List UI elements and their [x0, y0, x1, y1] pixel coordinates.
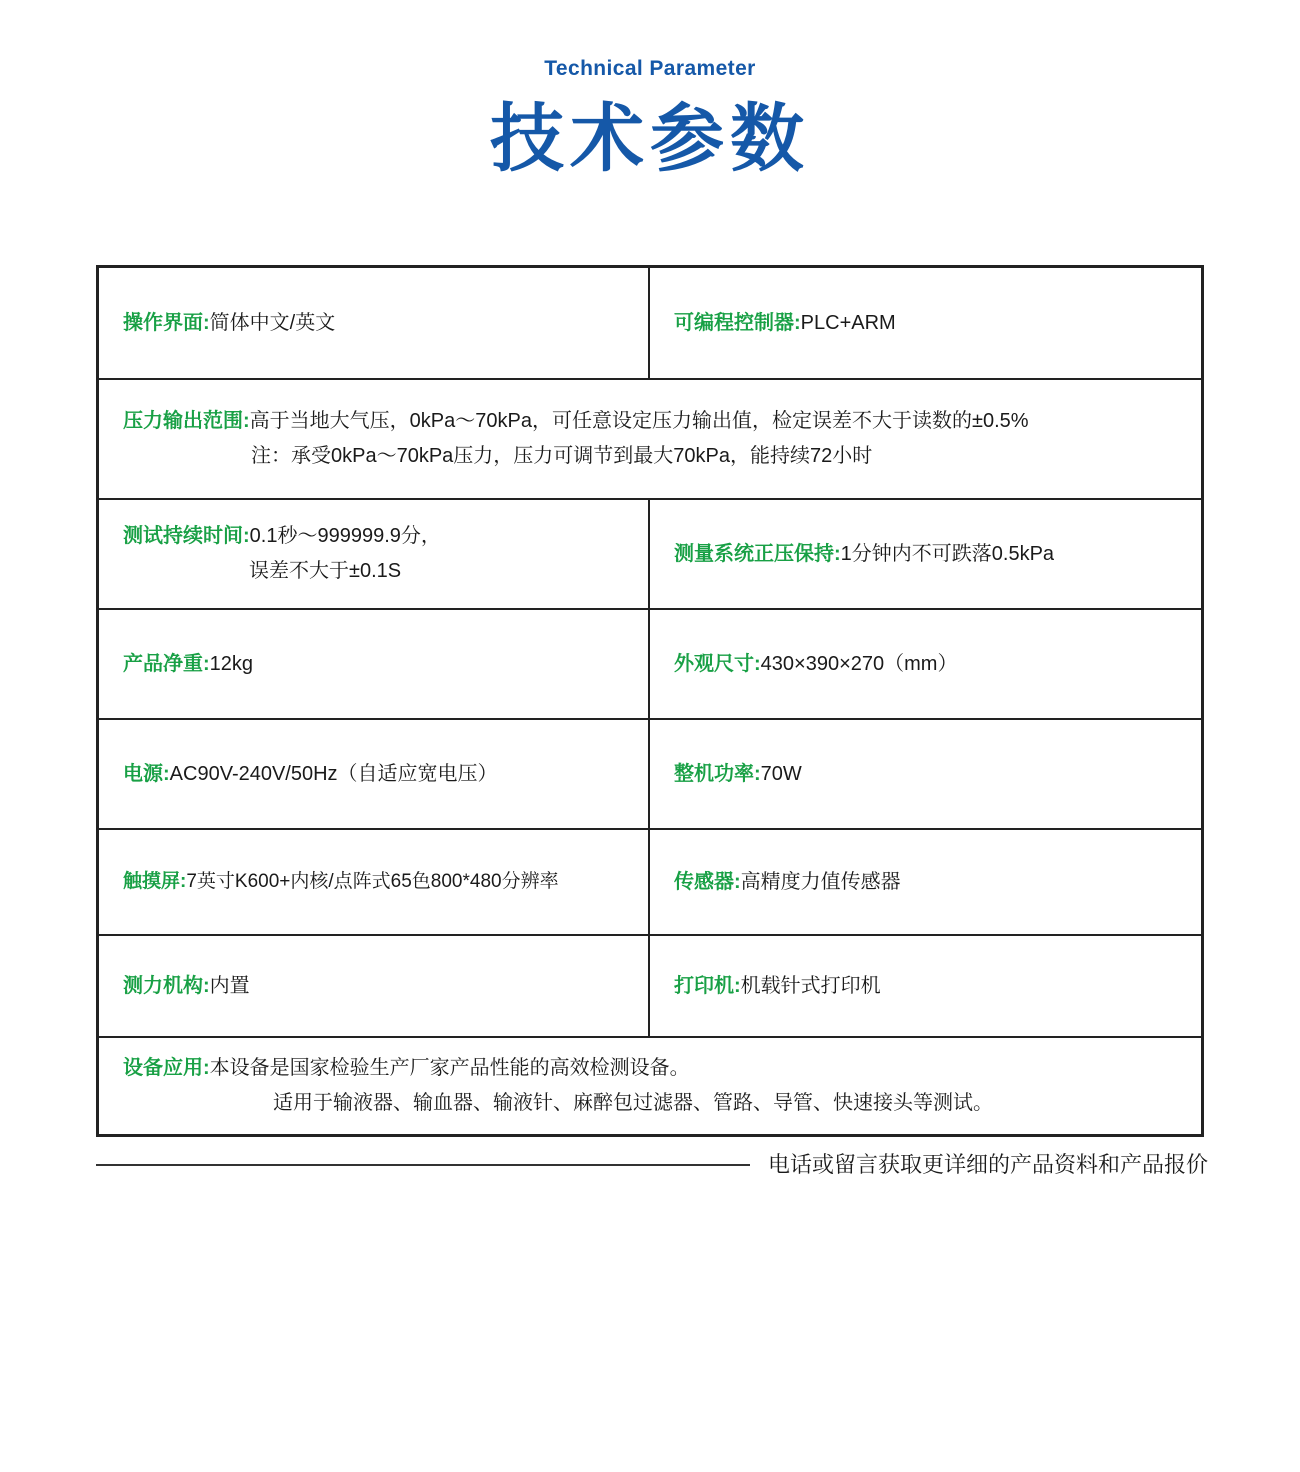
footer	[96, 1148, 1208, 1179]
spec-cell-pressure-range	[99, 380, 1201, 498]
spec-cell-sensor	[650, 830, 1201, 934]
spec-value: 1分钟内不可跌落0.5kPa	[840, 542, 1055, 565]
spec-value: 简体中文/英文	[209, 311, 336, 334]
spec-label: 设备应用:	[123, 1057, 210, 1079]
spec-value-note: 误差不大于±0.1S	[249, 560, 402, 582]
spec-cell-total-power	[650, 720, 1201, 828]
table-row	[99, 720, 1201, 830]
spec-value: 430×390×270（mm）	[760, 652, 958, 675]
spec-label: 电源:	[123, 762, 170, 785]
spec-value: 高于当地大气压，0kPa～70kPa，可任意设定压力输出值，检定误差不大于读数的±0.5%	[249, 410, 1029, 432]
page-title: 技术参数	[490, 97, 810, 180]
spec-label: 打印机:	[674, 974, 741, 997]
spec-value-note: 适用于输液器、输血器、输液针、麻醉包过滤器、管路、导管、快速接头等测试。	[273, 1092, 993, 1114]
page-subtitle-en: Technical Parameter	[544, 57, 756, 80]
spec-label: 产品净重:	[123, 652, 210, 675]
spec-label: 可编程控制器:	[674, 311, 801, 334]
table-row	[99, 936, 1201, 1038]
spec-label: 传感器:	[674, 870, 741, 893]
spec-value: AC90V-240V/50Hz（自适应宽电压）	[169, 762, 498, 785]
spec-cell-printer	[650, 936, 1201, 1036]
spec-cell-positive-pressure-hold	[650, 500, 1201, 608]
spec-cell-application	[99, 1038, 1201, 1134]
spec-label: 压力输出范围:	[123, 410, 250, 432]
spec-cell-operation-interface	[99, 268, 650, 378]
spec-cell-touchscreen	[99, 830, 650, 934]
spec-cell-test-duration	[99, 500, 650, 608]
spec-label: 操作界面:	[123, 311, 210, 334]
spec-value-note: 注：承受0kPa～70kPa压力，压力可调节到最大70kPa，能持续72小时	[251, 445, 873, 467]
table-row	[99, 830, 1201, 936]
spec-value: 机载针式打印机	[740, 974, 881, 997]
table-row	[99, 500, 1201, 610]
spec-value: 0.1秒～999999.9分，	[249, 525, 441, 547]
spec-label: 触摸屏:	[123, 871, 187, 893]
spec-label: 整机功率:	[674, 762, 761, 785]
spec-label: 测力机构:	[123, 974, 210, 997]
spec-value: 12kg	[209, 652, 254, 675]
spec-label: 测试持续时间:	[123, 525, 250, 547]
spec-cell-power-supply	[99, 720, 650, 828]
spec-value: 70W	[760, 762, 802, 785]
page-header	[0, 0, 1300, 186]
spec-cell-controller	[650, 268, 1201, 378]
table-row	[99, 610, 1201, 720]
table-row	[99, 1038, 1201, 1134]
footer-divider	[96, 1164, 750, 1166]
table-row	[99, 380, 1201, 500]
spec-label: 外观尺寸:	[674, 652, 761, 675]
spec-value: 本设备是国家检验生产厂家产品性能的高效检测设备。	[209, 1057, 690, 1079]
spec-value: 7英寸K600+内核/点阵式65色800*480分辨率	[186, 871, 559, 893]
spec-label: 测量系统正压保持:	[674, 542, 841, 565]
spec-value: 内置	[209, 974, 250, 997]
footer-text: 电话或留言获取更详细的产品资料和产品报价	[767, 1152, 1208, 1177]
spec-cell-net-weight	[99, 610, 650, 718]
spec-value: PLC+ARM	[800, 311, 896, 334]
spec-table	[96, 265, 1204, 1137]
spec-value: 高精度力值传感器	[740, 870, 901, 893]
table-row	[99, 268, 1201, 380]
spec-cell-force-mechanism	[99, 936, 650, 1036]
spec-cell-dimensions	[650, 610, 1201, 718]
